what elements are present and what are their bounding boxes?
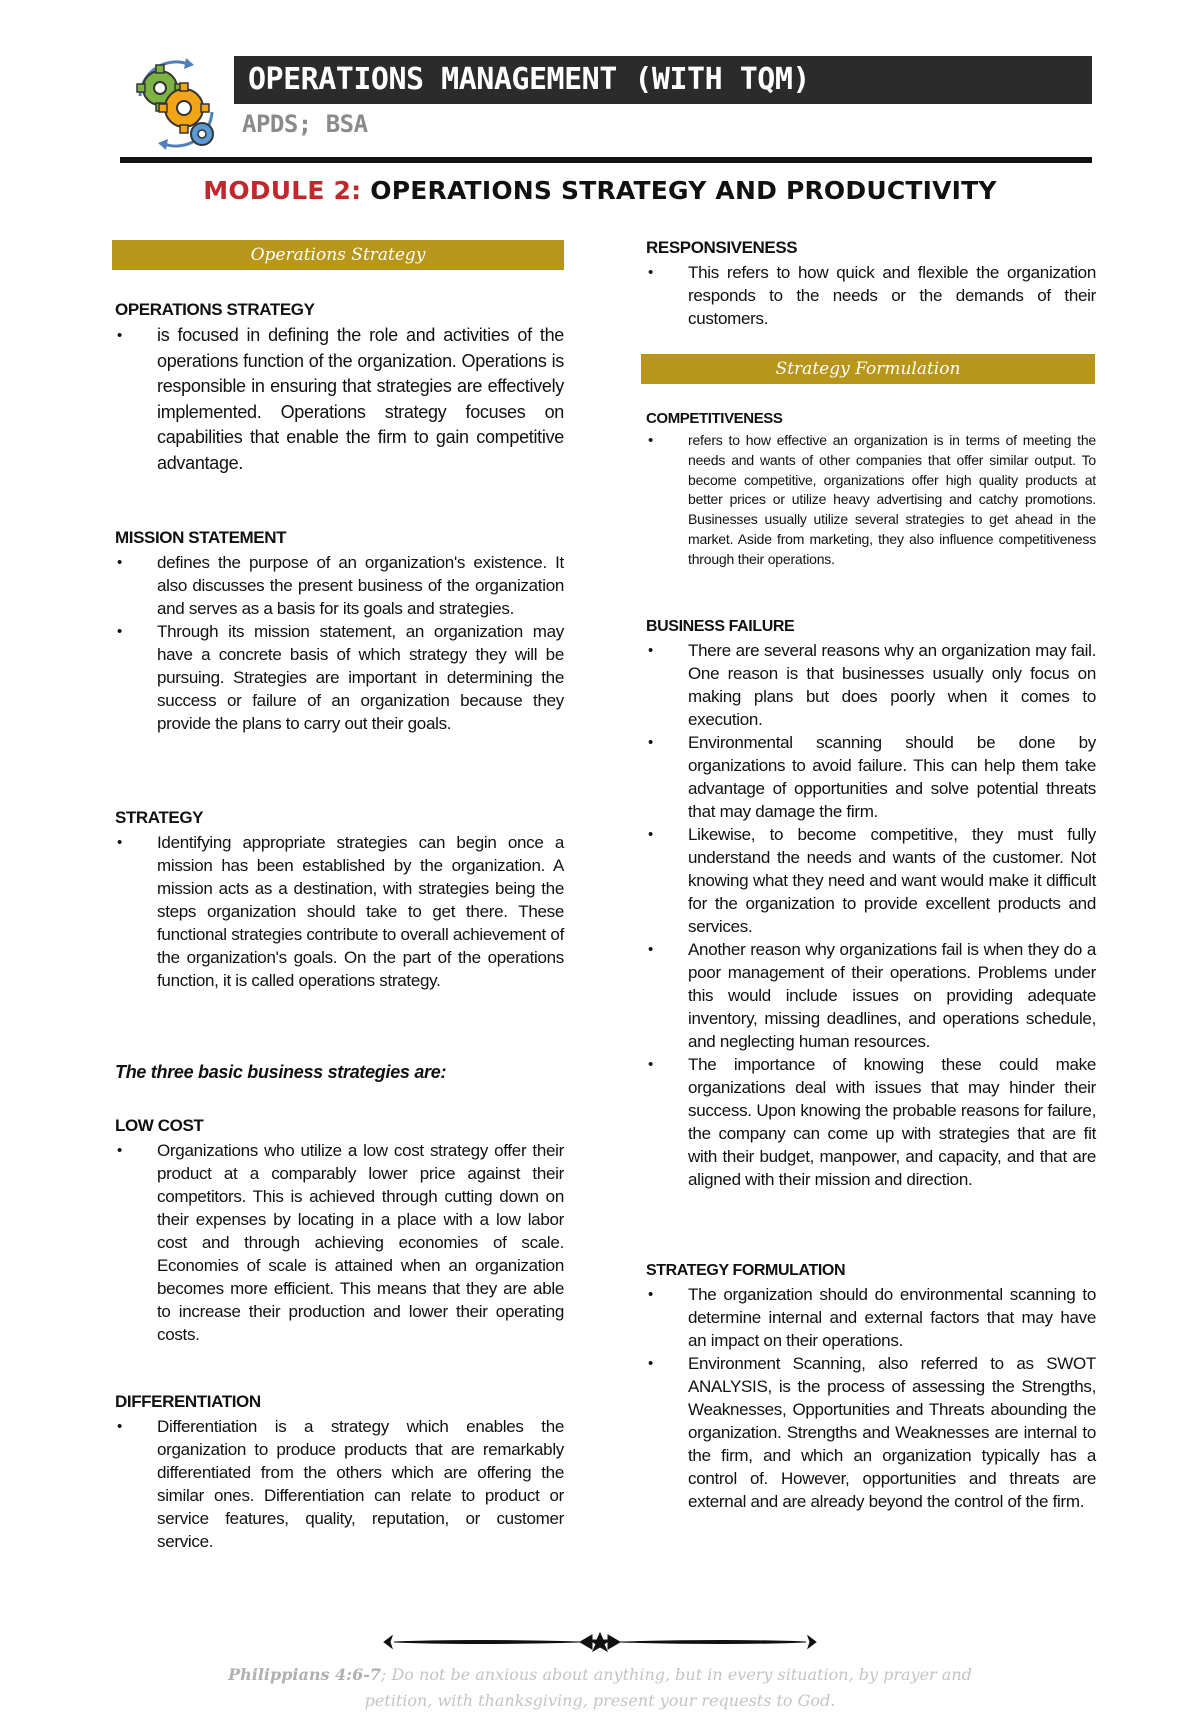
section-band-operations-strategy: Operations Strategy xyxy=(112,240,564,270)
list-item: • defines the purpose of an organization's existence. It also discusses the present business of the organization and serves as a basis for its goals and strategies. xyxy=(115,551,564,620)
heading-operations-strategy: OPERATIONS STRATEGY xyxy=(115,300,315,319)
program-label: APDS; BSA xyxy=(242,110,368,138)
verse-text-line1: ; Do not be anxious about anything, but in every situation, by prayer and xyxy=(380,1665,972,1684)
section-competitiveness xyxy=(646,410,1096,570)
heading-mission-statement: MISSION STATEMENT xyxy=(115,528,287,547)
module-label: MODULE 2: xyxy=(203,176,362,205)
section-mission-statement xyxy=(115,528,564,735)
verse-reference: Philippians 4:6-7 xyxy=(228,1665,381,1684)
heading-differentiation: DIFFERENTIATION xyxy=(115,1392,261,1411)
heading-business-failure: BUSINESS FAILURE xyxy=(646,618,795,635)
section-operations-strategy xyxy=(115,300,564,476)
list-item: • Through its mission statement, an organization may have a concrete basis of which strategy they will be pursuing. Strategies are important in determining the success or failure of an organization because they provide the plans to carry out their goals. xyxy=(115,620,564,735)
heading-responsiveness: RESPONSIVENESS xyxy=(646,238,798,257)
list-item: • refers to how effective an organization is in terms of meeting the needs and wants of other companies that offer similar output. To become competitive, organizations offer high quality products at better prices or utilize heavy advertising and catchy promotions. Businesses usually utilize several strategies to get ahead in the market. Aside from marketing, they also influence competitiveness through their operations. xyxy=(646,431,1096,570)
list-item: • Organizations who utilize a low cost strategy offer their product at a comparably lower price against their competitors. This is achieved through cutting down on their expenses by locating in a place with a low labor cost and through achieving economies of scale. Economies of scale is attained when an organization becomes more efficient. This means that they are able to increase their production and lower their operating costs. xyxy=(115,1139,564,1346)
section-band-strategy-formulation: Strategy Formulation xyxy=(641,354,1095,384)
section-differentiation xyxy=(115,1392,564,1553)
three-basic-strategies-heading: The three basic business strategies are: xyxy=(115,1062,447,1082)
list-item: • Environment Scanning, also referred to as SWOT ANALYSIS, is the process of assessing the Strengths, Weaknesses, Opportunities and Threats abounding the organization. Strengths and Weaknesses are internal to the firm, and which an organization typically has a control of. However, opportunities and threats are external and are already beyond the control of the firm. xyxy=(646,1352,1096,1513)
section-strategy xyxy=(115,808,564,992)
list-item: • is focused in defining the role and activities of the operations function of the organization. Operations is responsible in ensuring that strategies are effectively implemented. Operations strategy focuses on capabilities that enable the firm to gain competitive advantage. xyxy=(115,323,564,476)
heading-low-cost: LOW COST xyxy=(115,1116,204,1135)
verse-text-line2: petition, with thanksgiving, present your requests to God. xyxy=(364,1691,836,1710)
heading-strategy: STRATEGY xyxy=(115,808,204,827)
list-item: • The importance of knowing these could make organizations deal with issues that may hinder their success. Upon knowing the probable reasons for failure, the company can come up with strategies that are fit with their budget, manpower, and capacity, and that are aligned with their mission and direction. xyxy=(646,1053,1096,1191)
list-item: • Likewise, to become competitive, they must fully understand the needs and wants of the customer. Not knowing what they need and want would make it difficult for the organization to provide excellent products and services. xyxy=(646,823,1096,938)
list-item: • Another reason why organizations fail is when they do a poor management of their operations. Problems under this would include issues on providing adequate inventory, missing deadlines, and operations schedule, and neglecting human resources. xyxy=(646,938,1096,1053)
section-business-failure xyxy=(646,618,1096,1191)
header-rule xyxy=(120,157,1092,163)
list-item: • This refers to how quick and flexible the organization responds to the needs or the demands of their customers. xyxy=(646,261,1096,330)
list-item: • The organization should do environmental scanning to determine internal and external factors that may have an impact on their operations. xyxy=(646,1283,1096,1352)
section-strategy-formulation xyxy=(646,1262,1096,1513)
ornament-divider-icon xyxy=(380,1630,820,1654)
footer-verse xyxy=(150,1662,1050,1714)
heading-competitiveness: COMPETITIVENESS xyxy=(646,410,783,427)
section-responsiveness xyxy=(646,238,1096,330)
list-item: • Environmental scanning should be done by organizations to avoid failure. This can help them take advantage of opportunities and solve potential threats that may damage the firm. xyxy=(646,731,1096,823)
gears-icon xyxy=(128,56,224,152)
module-title xyxy=(0,176,1200,205)
list-item: • There are several reasons why an organization may fail. One reason is that businesses usually only focus on making plans but does poorly when it comes to execution. xyxy=(646,639,1096,731)
course-title-banner: OPERATIONS MANAGEMENT (WITH TQM) xyxy=(234,56,1092,104)
module-name: OPERATIONS STRATEGY AND PRODUCTIVITY xyxy=(370,176,997,205)
list-item: • Identifying appropriate strategies can begin once a mission has been established by the organization. A mission acts as a destination, with strategies being the steps organization should take to get there. These functional strategies contribute to overall achievement of the organization's goals. On the part of the operations function, it is called operations strategy. xyxy=(115,831,564,992)
section-low-cost xyxy=(115,1116,564,1346)
list-item: • Differentiation is a strategy which enables the organization to produce products that are remarkably differentiated from the others which are offering the similar ones. Differentiation can relate to product or service features, quality, reputation, or customer service. xyxy=(115,1415,564,1553)
heading-strategy-formulation: STRATEGY FORMULATION xyxy=(646,1262,846,1279)
